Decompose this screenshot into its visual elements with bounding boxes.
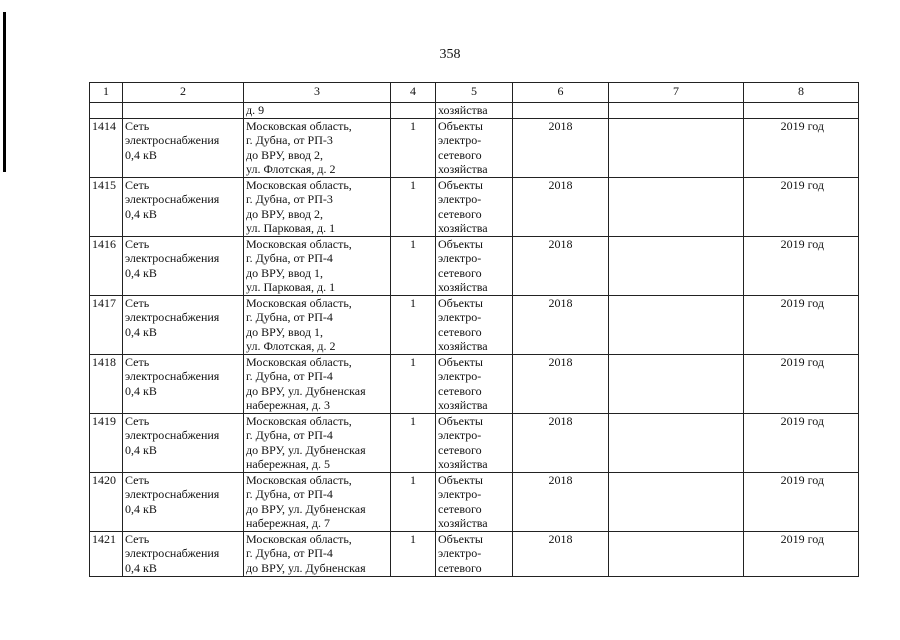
cell-col7	[609, 118, 744, 177]
cell	[391, 103, 436, 119]
cell-number: 1421	[90, 531, 123, 576]
cell-year: 2018	[513, 472, 609, 531]
cell-quantity: 1	[391, 177, 436, 236]
cell-address-line: Московская область,	[246, 118, 352, 133]
cell-type	[436, 295, 513, 354]
cell-term: 2019 год	[744, 295, 859, 354]
cell-name-line: электроснабжения	[125, 369, 220, 383]
cell-type-line: Объекты	[438, 295, 483, 310]
cell	[513, 103, 609, 119]
cell-address-line: Московская область,	[246, 177, 352, 192]
cell-term: 2019 год	[744, 177, 859, 236]
cell-year: 2018	[513, 295, 609, 354]
cell-term: 2019 год	[744, 354, 859, 413]
cell-address: д. 9	[244, 103, 391, 119]
cell-type-line: хозяйства	[438, 280, 488, 294]
column-header: 8	[744, 83, 859, 103]
cell-address-line: до ВРУ, ввод 1,	[246, 265, 324, 280]
cell-type-line: сетевого	[438, 560, 482, 575]
cell-address	[244, 413, 391, 472]
cell-name-line: 0,4 кВ	[125, 265, 157, 280]
cell-address-line: г. Дубна, от РП-4	[246, 310, 333, 324]
cell-year: 2018	[513, 177, 609, 236]
cell-type-line: Объекты	[438, 354, 483, 369]
cell-address	[244, 118, 391, 177]
cell-type-line: сетевого	[438, 383, 482, 398]
cell-address-line: ул. Флотская, д. 2	[246, 162, 336, 176]
cell-address-line: Московская область,	[246, 354, 352, 369]
cell-address-line: до ВРУ, ул. Дубненская	[246, 560, 366, 575]
cell-type-line: Объекты	[438, 472, 483, 487]
table-row	[90, 295, 859, 354]
cell-col7	[609, 354, 744, 413]
cell-type	[436, 531, 513, 576]
cell-col7	[609, 295, 744, 354]
cell-address	[244, 472, 391, 531]
cell	[90, 103, 123, 119]
cell-address-line: до ВРУ, ввод 2,	[246, 206, 324, 221]
cell-year: 2018	[513, 354, 609, 413]
cell-name-line: 0,4 кВ	[125, 147, 157, 162]
cell-quantity: 1	[391, 413, 436, 472]
table-row	[90, 118, 859, 177]
cell-name-line: электроснабжения	[125, 251, 220, 265]
cell-address-line: ул. Флотская, д. 2	[246, 339, 336, 353]
cell-name-line: Сеть	[125, 354, 150, 369]
cell-type-line: электро-	[438, 192, 482, 206]
cell-year: 2018	[513, 118, 609, 177]
cell-name-line: Сеть	[125, 413, 150, 428]
table-row	[90, 236, 859, 295]
cell-col7	[609, 413, 744, 472]
cell-address	[244, 531, 391, 576]
margin-bar	[3, 12, 6, 172]
cell-type	[436, 354, 513, 413]
cell-address	[244, 177, 391, 236]
cell-number: 1416	[90, 236, 123, 295]
column-header: 5	[436, 83, 513, 103]
cell-type-line: сетевого	[438, 501, 482, 516]
cell-type-line: Объекты	[438, 118, 483, 133]
continuation-row	[90, 103, 859, 119]
cell-address-line: до ВРУ, ул. Дубненская	[246, 383, 366, 398]
column-header: 7	[609, 83, 744, 103]
cell-name	[123, 354, 244, 413]
cell-name	[123, 177, 244, 236]
cell-type-line: Объекты	[438, 236, 483, 251]
cell	[609, 103, 744, 119]
cell-type-line: электро-	[438, 251, 482, 265]
cell-address	[244, 236, 391, 295]
cell-address	[244, 295, 391, 354]
column-header: 6	[513, 83, 609, 103]
cell-address-line: г. Дубна, от РП-4	[246, 251, 333, 265]
cell-name	[123, 118, 244, 177]
cell-name-line: электроснабжения	[125, 133, 220, 147]
cell-type-line: сетевого	[438, 206, 482, 221]
cell-address-line: г. Дубна, от РП-4	[246, 369, 333, 383]
table-row	[90, 413, 859, 472]
cell-type-line: электро-	[438, 428, 482, 442]
cell-type	[436, 236, 513, 295]
cell-name-line: электроснабжения	[125, 487, 220, 501]
cell-name-line: Сеть	[125, 472, 150, 487]
cell-address-line: ул. Парковая, д. 1	[246, 280, 336, 294]
cell-quantity: 1	[391, 118, 436, 177]
cell	[123, 103, 244, 119]
cell-quantity: 1	[391, 236, 436, 295]
cell-name-line: Сеть	[125, 295, 150, 310]
cell-quantity: 1	[391, 472, 436, 531]
cell-name	[123, 531, 244, 576]
cell-type-line: хозяйства	[438, 398, 488, 412]
cell-name-line: 0,4 кВ	[125, 383, 157, 398]
cell-type	[436, 177, 513, 236]
cell	[744, 103, 859, 119]
registry-table	[89, 82, 859, 577]
cell-type	[436, 118, 513, 177]
cell-number: 1420	[90, 472, 123, 531]
column-header: 4	[391, 83, 436, 103]
cell-type-line: хозяйства	[438, 162, 488, 176]
cell-name-line: 0,4 кВ	[125, 442, 157, 457]
cell-address-line: г. Дубна, от РП-3	[246, 192, 333, 206]
cell-type-line: хозяйства	[438, 457, 488, 471]
column-header: 2	[123, 83, 244, 103]
cell-type: хозяйства	[436, 103, 513, 119]
cell-type-line: Объекты	[438, 177, 483, 192]
cell-name-line: электроснабжения	[125, 192, 220, 206]
cell-name-line: электроснабжения	[125, 310, 220, 324]
cell-name	[123, 413, 244, 472]
cell-type-line: электро-	[438, 546, 482, 560]
cell-address-line: набережная, д. 5	[246, 457, 331, 471]
cell-address-line: г. Дубна, от РП-4	[246, 428, 333, 442]
table-row	[90, 472, 859, 531]
cell-name	[123, 295, 244, 354]
cell-type-line: электро-	[438, 133, 482, 147]
cell-type-line: хозяйства	[438, 339, 488, 353]
cell-name-line: 0,4 кВ	[125, 206, 157, 221]
cell-address-line: Московская область,	[246, 472, 352, 487]
cell-type-line: Объекты	[438, 413, 483, 428]
cell-number: 1418	[90, 354, 123, 413]
cell-year: 2018	[513, 413, 609, 472]
cell-col7	[609, 177, 744, 236]
cell-name-line: 0,4 кВ	[125, 501, 157, 516]
table-row	[90, 354, 859, 413]
cell-type-line: сетевого	[438, 442, 482, 457]
table-row	[90, 531, 859, 576]
cell-name-line: Сеть	[125, 531, 150, 546]
cell-year: 2018	[513, 236, 609, 295]
cell-address-line: г. Дубна, от РП-4	[246, 546, 333, 560]
cell-address-line: до ВРУ, ввод 2,	[246, 147, 324, 162]
cell-address-line: набережная, д. 3	[246, 398, 331, 412]
cell-name-line: электроснабжения	[125, 428, 220, 442]
cell-name-line: электроснабжения	[125, 546, 220, 560]
cell-number: 1419	[90, 413, 123, 472]
cell-address-line: Московская область,	[246, 413, 352, 428]
cell-quantity: 1	[391, 295, 436, 354]
cell-term: 2019 год	[744, 413, 859, 472]
cell-type	[436, 413, 513, 472]
cell-address-line: ул. Парковая, д. 1	[246, 221, 336, 235]
column-header: 1	[90, 83, 123, 103]
page-number: 358	[439, 47, 461, 62]
cell-col7	[609, 472, 744, 531]
cell-term: 2019 год	[744, 236, 859, 295]
column-header: 3	[244, 83, 391, 103]
cell-quantity: 1	[391, 354, 436, 413]
cell-name-line: Сеть	[125, 236, 150, 251]
cell-name-line: 0,4 кВ	[125, 324, 157, 339]
cell-type-line: хозяйства	[438, 221, 488, 235]
cell-col7	[609, 531, 744, 576]
cell-term: 2019 год	[744, 472, 859, 531]
cell-address-line: набережная, д. 7	[246, 516, 331, 530]
cell-address-line: г. Дубна, от РП-4	[246, 487, 333, 501]
cell-number: 1415	[90, 177, 123, 236]
cell-address-line: Московская область,	[246, 236, 352, 251]
cell-name	[123, 472, 244, 531]
cell-term: 2019 год	[744, 118, 859, 177]
cell-name	[123, 236, 244, 295]
cell-name-line: 0,4 кВ	[125, 560, 157, 575]
cell-address-line: до ВРУ, ввод 1,	[246, 324, 324, 339]
cell-number: 1417	[90, 295, 123, 354]
header-row	[90, 83, 859, 103]
cell-number: 1414	[90, 118, 123, 177]
cell-col7	[609, 236, 744, 295]
cell-year: 2018	[513, 531, 609, 576]
cell-type	[436, 472, 513, 531]
cell-name-line: Сеть	[125, 118, 150, 133]
cell-type-line: сетевого	[438, 324, 482, 339]
cell-term: 2019 год	[744, 531, 859, 576]
cell-type-line: сетевого	[438, 147, 482, 162]
cell-address-line: Московская область,	[246, 295, 352, 310]
cell-type-line: хозяйства	[438, 516, 488, 530]
cell-address-line: г. Дубна, от РП-3	[246, 133, 333, 147]
cell-type-line: электро-	[438, 487, 482, 501]
cell-name-line: Сеть	[125, 177, 150, 192]
cell-address-line: до ВРУ, ул. Дубненская	[246, 501, 366, 516]
cell-address	[244, 354, 391, 413]
cell-type-line: сетевого	[438, 265, 482, 280]
cell-quantity: 1	[391, 531, 436, 576]
cell-address-line: до ВРУ, ул. Дубненская	[246, 442, 366, 457]
cell-type-line: электро-	[438, 369, 482, 383]
cell-address-line: Московская область,	[246, 531, 352, 546]
table-row	[90, 177, 859, 236]
cell-type-line: электро-	[438, 310, 482, 324]
cell-type-line: Объекты	[438, 531, 483, 546]
